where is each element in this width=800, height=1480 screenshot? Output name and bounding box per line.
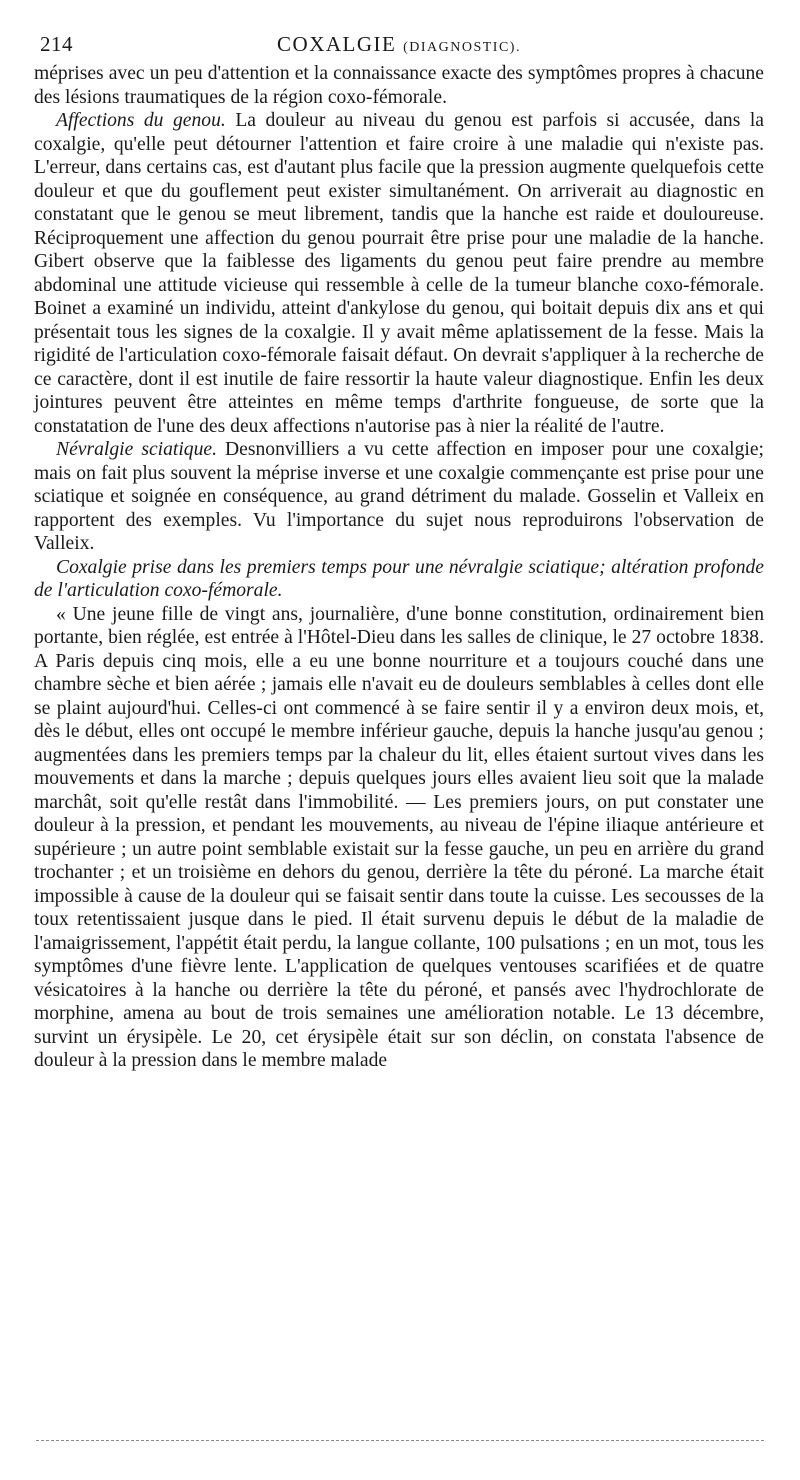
paragraph-nevralgie-sciatique xyxy=(34,438,764,556)
running-title xyxy=(34,32,764,57)
running-title-subtitle: (DIAGNOSTIC). xyxy=(403,40,521,55)
observation-title xyxy=(34,556,764,603)
body-text xyxy=(34,62,764,1073)
paragraph-text: Desnonvilliers a vu cette affection en imposer pour une coxalgie; mais on fait plus souvent la méprise inverse et une coxalgie commençante est prise pour une sciatique et soignée en conséquence, au grand détriment du malade. Gosselin et Valleix en rapportent des exemples. Vu l'importance du sujet nous reproduirons l'observation de Valleix. xyxy=(34,439,764,554)
page-number: 214 xyxy=(40,32,73,56)
paragraph-continuation xyxy=(34,62,764,109)
observation-heading: Coxalgie prise dans les premiers temps pour une névralgie sciatique; altération profonde de l'articulation coxo-fémorale. xyxy=(34,556,764,601)
footer-divider xyxy=(36,1440,764,1441)
page-header xyxy=(34,28,764,62)
running-title-main: COXALGIE xyxy=(277,32,397,56)
section-heading: Névralgie sciatique. xyxy=(56,439,217,460)
section-heading: Affections du genou. xyxy=(56,110,226,131)
paragraph-affections-du-genou xyxy=(34,109,764,438)
paragraph-text: La douleur au niveau du genou est parfois si accusée, dans la coxalgie, qu'elle peut détourner l'attention et faire croire à une maladie qui n'existe pas. L'erreur, dans certains cas, est d'autant plus facile que la pression augmente quelquefois cette douleur et que du gouflement peut exister simultanément. On arriverait au diagnostic en constatant que le genou se meut librement, tandis que la hanche est raide et douloureuse. Réciproquement une affection du genou pourrait être prise pour une maladie de la hanche. Gibert observe que la faiblesse des ligaments du genou peut faire prendre au membre abdominal une attitude vicieuse qui ressemble à celle de la tumeur blanche coxo-fémorale. Boinet a examiné un individu, atteint d'ankylose du genou, qui boitait depuis dix ans et qui présentait tous les signes de la coxalgie. Il y avait même aplatissement de la fesse. Mais la rigidité de l'articulation coxo-fémorale faisait défaut. On devrait s'appliquer à la recherche de ce caractère, dont il est inutile de faire ressortir la haute valeur diagnostique. Enfin les deux jointures peuvent être atteintes en même temps d'arthrite fongueuse, de sorte que la constatation de l'une des deux affections n'autorise pas à nier la réalité de l'autre. xyxy=(34,110,764,437)
paragraph-text: méprises avec un peu d'attention et la connaissance exacte des symptômes propres à chacune des lésions traumatiques de la région coxo-fémorale. xyxy=(34,63,764,108)
paragraph-text: « Une jeune fille de vingt ans, journalière, d'une bonne constitution, ordinairement bien portante, bien réglée, est entrée à l'Hôtel-Dieu dans les salles de clinique, le 27 octobre 1838. A Paris depuis cinq mois, elle a eu une bonne nourriture et a toujours couché dans une chambre sèche et bien aérée ; jamais elle n'avait eu de douleurs semblables à celles dont elle se plaint aujourd'hui. Celles-ci ont commencé à se faire sentir il y a environ deux mois, et, dès le début, elles ont occupé le membre inférieur gauche, depuis la hanche jusqu'au genou ; augmentées dans les premiers temps par la chaleur du lit, elles étaient surtout vives dans les mouvements et dans la marche ; depuis quelques jours elles avaient lieu soit que la malade marchât, soit qu'elle restât dans l'immobilité. — Les premiers jours, on put constater une douleur à la pression, et pendant les mouvements, au niveau de l'épine iliaque antérieure et supérieure ; un autre point semblable existait sur la fesse gauche, un peu en arrière du grand trochanter ; et un troisième en dehors du genou, derrière la tête du péroné. La marche était impossible à cause de la douleur qui se faisait sentir dans toute la cuisse. Les secousses de la toux retentissaient jusque dans le pied. Il était survenu depuis le début de la maladie de l'amaigrissement, l'appétit était perdu, la langue collante, 100 pulsations ; en un mot, tous les symptômes d'une fièvre lente. L'application de quelques ventouses scarifiées et de quatre vésicatoires à la hanche ou derrière la tête du péroné, et pansés avec l'hydrochlorate de morphine, amena au bout de trois semaines une amélioration notable. Le 13 décembre, survint un érysipèle. Le 20, cet érysipèle était sur son déclin, on constata l'absence de douleur à la pression dans le membre malade xyxy=(34,603,764,1071)
paragraph-observation xyxy=(34,603,764,1073)
